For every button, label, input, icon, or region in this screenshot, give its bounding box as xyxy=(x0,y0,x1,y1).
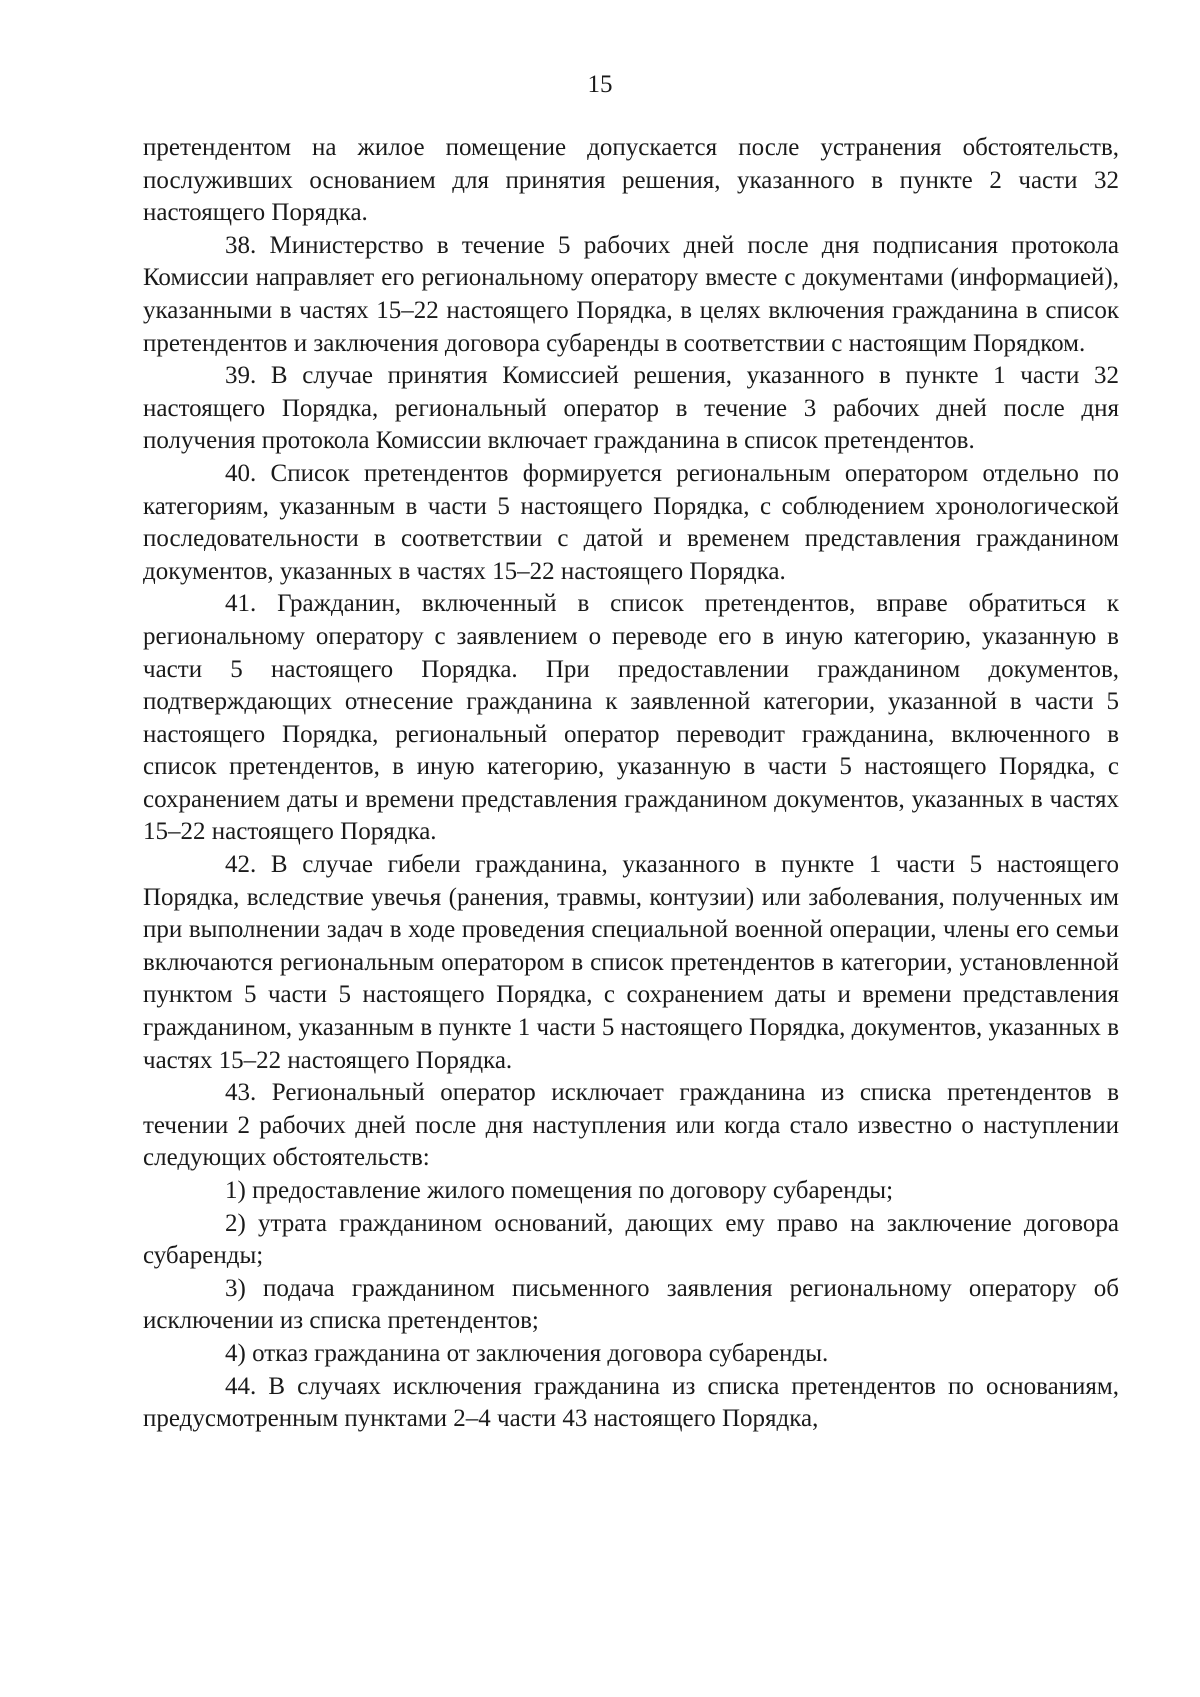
paragraph-43: 43. Региональный оператор исключает гражданина из списка претендентов в течении 2 рабочих дней после дня наступления или когда стало известно о наступлении следующих обстоятельств: xyxy=(143,1079,1119,1172)
paragraph-41: 41. Гражданин, включенный в список претендентов, вправе обратиться к региональному оператору с заявлением о переводе его в иную категорию, указанную в части 5 настоящего Порядка. При предоставлении гражданином документов, подтверждающих отнесение гражданина к заявленной категории, указанной в части 5 настоящего Порядка, региональный оператор переводит гражданина, включенного в список претендентов, в иную категорию, указанную в части 5 настоящего Порядка, с сохранением даты и времени представления гражданином документов, указанных в частях 15–22 настоящего Порядка. xyxy=(143,590,1119,846)
paragraph-40: 40. Список претендентов формируется региональным оператором отдельно по категориям, указанным в части 5 настоящего Порядка, с соблюдением хронологической последовательности в соответствии с датой и временем представления гражданином документов, указанных в частях 15–22 настоящего Порядка. xyxy=(143,459,1119,585)
list-item-2: 2) утрата гражданином оснований, дающих ему право на заключение договора субаренды; xyxy=(143,1209,1119,1270)
page-number: 15 xyxy=(587,71,613,98)
paragraph-39: 39. В случае принятия Комиссией решения, указанного в пункте 1 части 32 настоящего Порядка, региональный оператор в течение 3 рабочих дней после дня получения протокола Комиссии включает гражданина в список претендентов. xyxy=(143,362,1119,455)
paragraph-continuation: претендентом на жилое помещение допускается после устранения обстоятельств, послуживших основанием для принятия решения, указанного в пункте 2 части 32 настоящего Порядка. xyxy=(143,134,1119,227)
list-item-3: 3) подача гражданином письменного заявления региональному оператору об исключении из списка претендентов; xyxy=(143,1274,1119,1335)
list-item-4: 4) отказ гражданина от заключения договора субаренды. xyxy=(225,1339,829,1367)
list-item-1: 1) предоставление жилого помещения по договору субаренды; xyxy=(225,1177,894,1204)
paragraph-42: 42. В случае гибели гражданина, указанного в пункте 1 части 5 настоящего Порядка, вследствие увечья (ранения, травмы, контузии) или заболевания, полученных им при выполнении задач в ходе проведения специальной военной операции, члены его семьи включаются региональным оператором в список претендентов в категории, установленной пунктом 5 части 5 настоящего Порядка, с сохранением даты и времени представления гражданином, указанным в пункте 1 части 5 настоящего Порядка, документов, указанных в частях 15–22 настоящего Порядка. xyxy=(143,851,1119,1074)
paragraph-38: 38. Министерство в течение 5 рабочих дней после дня подписания протокола Комиссии направляет его региональному оператору вместе с документами (информацией), указанными в частях 15–22 настоящего Порядка, в целях включения гражданина в список претендентов и заключения договора субаренды в соответствии с настоящим Порядком. xyxy=(143,231,1119,357)
paragraph-44: 44. В случаях исключения гражданина из списка претендентов по основаниям, предусмотренным пунктами 2–4 части 43 настоящего Порядка, xyxy=(143,1372,1119,1433)
document-body xyxy=(143,132,1119,1436)
